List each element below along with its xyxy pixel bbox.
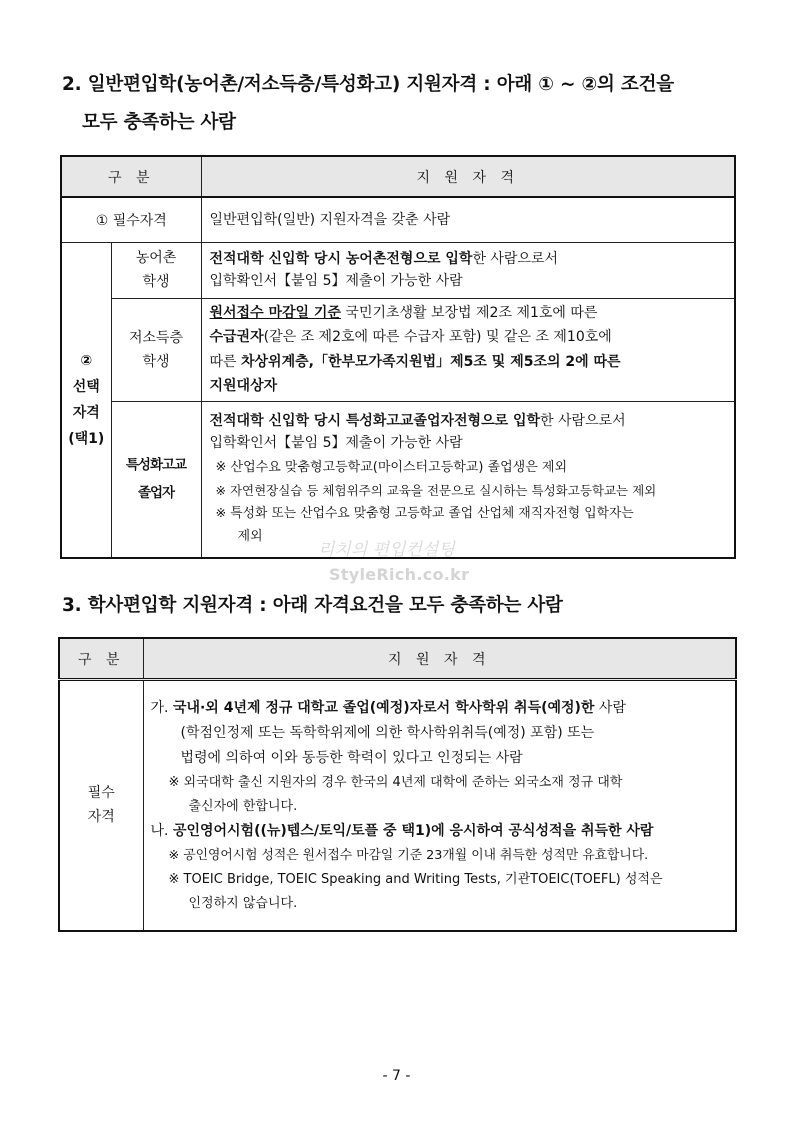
required-text: 일반편입학(일반) 지원자격을 갖춘 사람 [201, 197, 735, 242]
rural-label-line: 농어촌 [135, 250, 177, 266]
section3-label-line: 자격 [87, 809, 115, 826]
section3-content [143, 680, 736, 931]
section3-label [59, 680, 143, 931]
item-a-rest: 사람 [594, 700, 626, 717]
vocational-note: ※ 산업수요 맞춤형고등학교(마이스터고등학교) 졸업생은 제외 [215, 460, 568, 476]
vocational-line1-rest: 한 사람으로서 [540, 413, 626, 430]
vocational-note: 제외 [237, 529, 263, 545]
lowincome-line3-plain: 따른 [209, 353, 241, 370]
item-b-bold: 공인영어시험((뉴)텝스/토익/토플 중 택1)에 응시하여 공식성적을 취득한 사람 [172, 823, 654, 840]
lowincome-label [111, 298, 201, 401]
rural-label [111, 242, 201, 298]
lowincome-text [201, 298, 735, 401]
section3-title: 3. 학사편입학 지원자격 : 아래 자격요건을 모두 충족하는 사람 [62, 595, 563, 616]
vocational-note: ※ 자연현장실습 등 체험위주의 교육을 전문으로 실시하는 특성화고등학교는 제외 [215, 483, 657, 499]
rural-label-line: 학생 [142, 274, 170, 290]
required-label: ① 필수자격 [61, 197, 201, 242]
item-a-note: 출신자에 한합니다. [188, 799, 298, 815]
item-b-note: 인정하지 않습니다. [188, 896, 298, 912]
watermark-text: 리치의 편입컨설팅 [318, 540, 455, 560]
table-header-qualification: 지 원 자 격 [143, 638, 736, 680]
item-a-prefix: 가. [150, 700, 173, 717]
lowincome-line2-bold: 수급권자 [209, 329, 264, 345]
selection-label-line: 자격 [72, 404, 100, 421]
lowincome-label-line: 저소득층 [128, 329, 184, 346]
lowincome-line4: 지원대상자 [209, 378, 278, 394]
item-a-note: ※ 외국대학 출신 지원자의 경우 한국의 4년제 대학에 준하는 외국소재 정규 대학 [168, 775, 623, 791]
rural-text [201, 242, 735, 298]
vocational-label-line: 특성화고교 [125, 457, 187, 474]
rural-line1-bold: 전적대학 신입학 당시 농어촌전형으로 입학 [209, 251, 473, 267]
item-a-line3: 법령에 의하여 이와 동등한 학력이 있다고 인정되는 사람 [180, 750, 523, 767]
vocational-text [201, 401, 735, 558]
watermark-url: StyleRich.co.kr [329, 565, 470, 584]
table-header-qualification: 지 원 자 격 [201, 156, 735, 197]
item-b-note: ※ 공인영어시험 성적은 원서접수 마감일 기준 23개월 이내 취득한 성적만 유효합니다. [168, 848, 649, 864]
item-b-prefix: 나. [150, 823, 173, 840]
lowincome-label-line: 학생 [142, 353, 170, 370]
section2-table [60, 155, 736, 559]
table-header-category: 구 분 [61, 156, 201, 197]
vocational-label-line: 졸업자 [137, 485, 175, 502]
selection-label [61, 242, 111, 558]
lowincome-line1-rest: 국민기초생활 보장법 제2조 제1호에 따른 [340, 304, 598, 321]
rural-line1-rest: 한 사람으로서 [472, 251, 559, 267]
vocational-line2: 입학확인서【붙임 5】제출이 가능한 사람 [209, 435, 463, 452]
item-b-note: ※ TOEIC Bridge, TOEIC Speaking and Writing Tests, 기관TOEIC(TOEFL) 성적은 [168, 872, 663, 888]
table-header-category: 구 분 [59, 638, 143, 680]
lowincome-line3-bold: 차상위계층,「한부모가족지원법」제5조 및 제5조의 2에 따른 [241, 353, 621, 370]
vocational-note: ※ 특성화 또는 산업수요 맞춤형 고등학교 졸업 산업체 재직자전형 입학자는 [215, 506, 634, 522]
section3-label-line: 필수 [87, 785, 115, 802]
rural-line2: 입학확인서【붙임 5】제출이 가능한 사람 [209, 273, 463, 289]
section2-title-line1: 2. 일반편입학(농어촌/저소득층/특성화고) 지원자격 : 아래 ① ~ ②의 조건을 [62, 74, 674, 95]
vocational-line1-bold: 전적대학 신입학 당시 특성화고교졸업자전형으로 입학 [209, 413, 541, 430]
selection-label-line: (택1) [68, 430, 105, 447]
section3-table [58, 637, 737, 932]
lowincome-line2-rest: (같은 조 제2호에 따른 수급자 포함) 및 같은 조 제10호에 [263, 329, 612, 345]
item-a-bold: 국내·외 4년제 정규 대학교 졸업(예정)자로서 학사학위 취득(예정)한 [172, 700, 595, 717]
vocational-label [111, 401, 201, 558]
page-number: - 7 - [382, 1068, 411, 1084]
item-a-line2: (학점인정제 또는 독학학위제에 의한 학사학위취득(예정) 포함) 또는 [180, 725, 595, 742]
selection-label-line: 선택 [72, 378, 100, 395]
selection-label-line: ② [80, 352, 93, 369]
section2-title-line2: 모두 충족하는 사람 [82, 112, 236, 133]
lowincome-line1-bold: 원서접수 마감일 기준 [209, 304, 341, 321]
